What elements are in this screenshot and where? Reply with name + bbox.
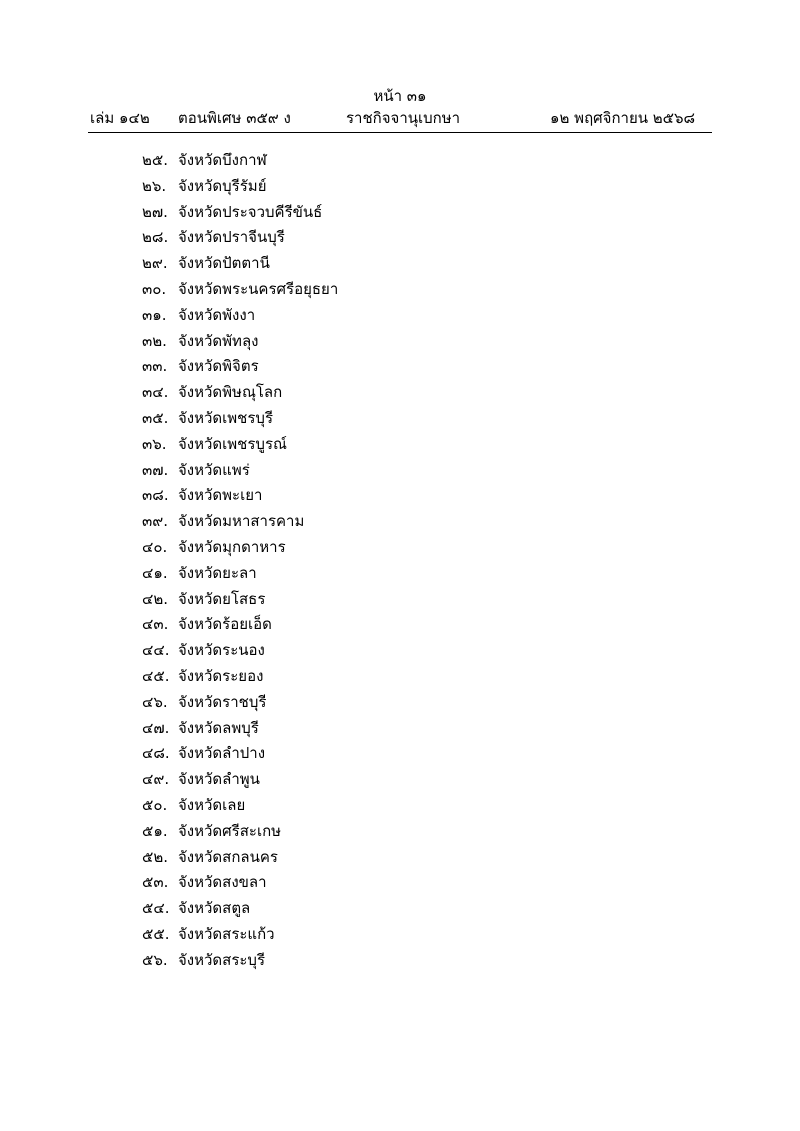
province-name: จังหวัดประจวบคีรีขันธ์ [178,202,323,221]
province-name: จังหวัดบุรีรัมย์ [178,176,267,195]
list-item [0,535,800,561]
list-item [0,406,800,432]
province-name: จังหวัดร้อยเอ็ด [178,615,272,634]
item-number: ๒๖. [142,176,167,195]
province-name: จังหวัดสระบุรี [178,950,266,969]
list-item [0,148,800,174]
list-item [0,354,800,380]
item-number: ๒๕. [142,151,169,169]
list-item [0,793,800,819]
item-number: ๕๑. [142,821,168,840]
province-name: จังหวัดลำปาง [178,744,266,763]
list-item [0,432,800,458]
item-number: ๔๑. [142,563,168,582]
item-number: ๕๒. [142,847,169,866]
list-item [0,948,800,974]
list-item [0,200,800,226]
item-number: ๓๓. [142,357,168,376]
item-number: ๓๐. [142,279,167,298]
item-number: ๓๘. [142,486,169,505]
province-name: จังหวัดสตูล [178,899,251,918]
item-number: ๒๗. [142,202,168,221]
item-number: ๔๙. [142,770,170,789]
province-name: จังหวัดเลย [178,795,246,814]
list-item [0,587,800,613]
list-item [0,251,800,277]
item-number: ๔๕. [142,666,170,685]
item-number: ๓๒. [142,331,167,350]
list-item [0,896,800,922]
item-number: ๔๒. [142,589,169,608]
item-number: ๔๓. [142,615,169,634]
item-number: ๒๘. [142,228,169,247]
province-name: จังหวัดราชบุรี [178,692,267,711]
list-item [0,303,800,329]
list-item [0,174,800,200]
province-name: จังหวัดมุกดาหาร [178,537,286,556]
header-section: ตอนพิเศษ ๓๕๙ ง [178,109,291,127]
item-number: ๒๙. [142,254,168,273]
province-name: จังหวัดสระแก้ว [178,924,275,943]
item-number: ๓๔. [142,383,169,402]
province-name: จังหวัดยะลา [178,563,257,582]
province-name: จังหวัดสงขลา [178,873,267,892]
list-item [0,329,800,355]
item-number: ๕๓. [142,873,169,892]
item-number: ๓๙. [142,512,169,531]
page-number: หน้า ๓๑ [373,87,427,105]
list-item [0,664,800,690]
header-publication: ราชกิจจานุเบกษา [346,109,461,127]
list-item [0,845,800,871]
province-name: จังหวัดพัทลุง [178,331,259,350]
province-name: จังหวัดบึงกาฬ [178,151,267,169]
province-name: จังหวัดพิษณุโลก [178,383,283,402]
item-number: ๕๕. [142,924,170,943]
province-list [0,148,800,974]
header-divider [88,132,712,133]
list-item [0,612,800,638]
item-number: ๔๖. [142,692,168,711]
province-name: จังหวัดระยอง [178,666,264,685]
list-item [0,483,800,509]
item-number: ๓๑. [142,305,167,324]
list-item [0,690,800,716]
list-item [0,509,800,535]
item-number: ๕๐. [142,795,168,814]
list-item [0,922,800,948]
province-name: จังหวัดพิจิตร [178,357,259,376]
list-item [0,741,800,767]
province-name: จังหวัดแพร่ [178,460,250,479]
item-number: ๓๗. [142,460,169,479]
item-number: ๕๔. [142,899,170,918]
province-name: จังหวัดลำพูน [178,770,260,789]
list-item [0,277,800,303]
header-volume: เล่ม ๑๔๒ [90,109,150,127]
list-item [0,870,800,896]
province-name: จังหวัดสกลนคร [178,847,278,866]
item-number: ๔๐. [142,537,168,556]
province-name: จังหวัดเพชรบูรณ์ [178,434,287,453]
list-item [0,638,800,664]
province-name: จังหวัดยโสธร [178,589,266,608]
list-item [0,767,800,793]
province-name: จังหวัดปัตตานี [178,254,270,273]
item-number: ๔๔. [142,641,170,660]
province-name: จังหวัดพังงา [178,305,256,324]
list-item [0,819,800,845]
list-item [0,716,800,742]
province-name: จังหวัดศรีสะเกษ [178,821,282,840]
list-item [0,380,800,406]
item-number: ๔๘. [142,744,170,763]
item-number: ๓๖. [142,434,167,453]
item-number: ๔๗. [142,718,170,737]
province-name: จังหวัดพะเยา [178,486,263,505]
list-item [0,458,800,484]
item-number: ๕๖. [142,950,168,969]
province-name: จังหวัดมหาสารคาม [178,512,305,531]
province-name: จังหวัดลพบุรี [178,718,259,737]
province-name: จังหวัดเพชรบุรี [178,408,273,427]
list-item [0,561,800,587]
list-item [0,225,800,251]
header-date: ๑๒ พฤศจิกายน ๒๕๖๘ [550,109,696,127]
item-number: ๓๕. [142,408,169,427]
province-name: จังหวัดปราจีนบุรี [178,228,285,247]
running-header [90,106,712,130]
province-name: จังหวัดพระนครศรีอยุธยา [178,279,339,298]
province-name: จังหวัดระนอง [178,641,265,660]
